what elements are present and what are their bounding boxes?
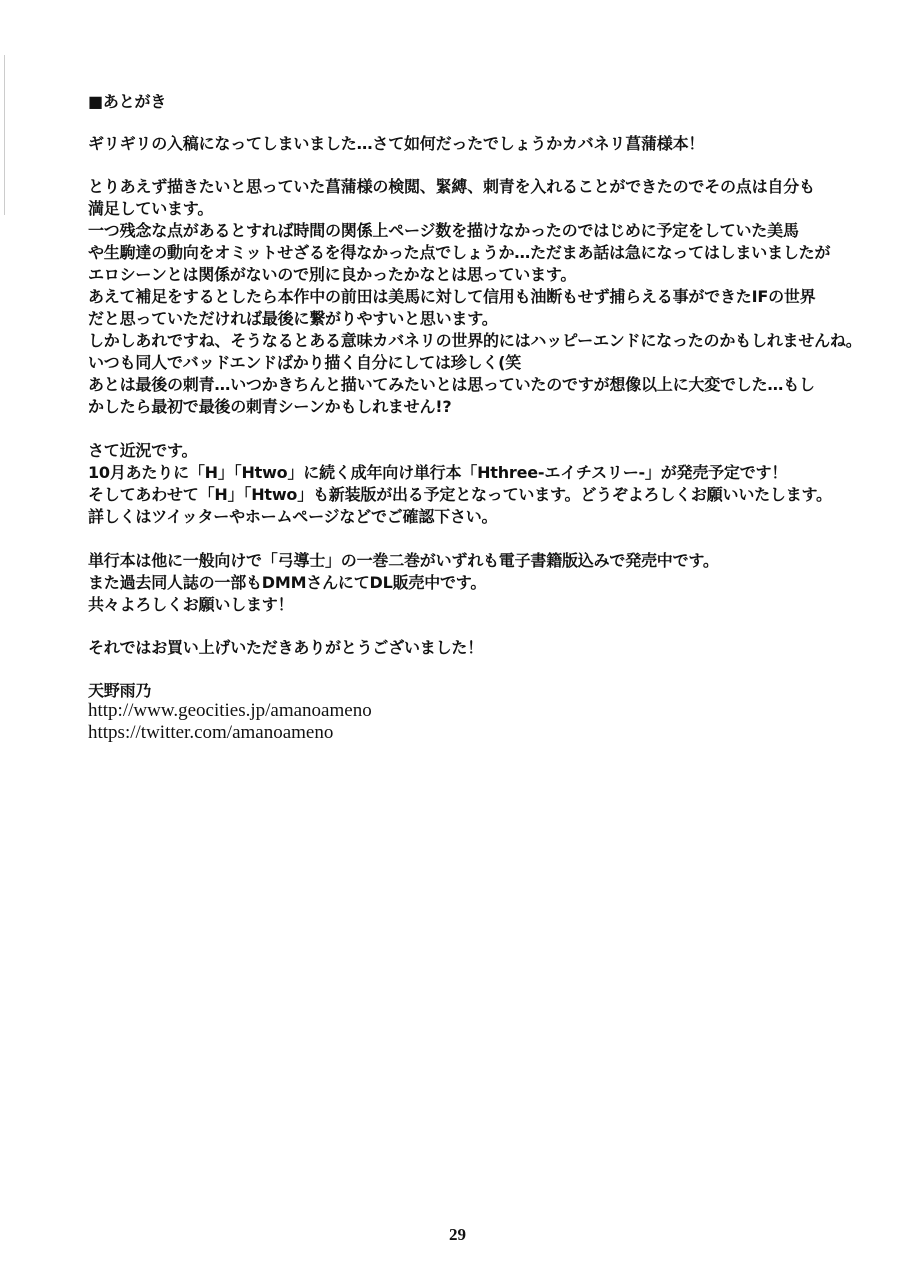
author-link[interactable]: https://twitter.com/amanoameno xyxy=(88,722,334,743)
author-name: 天野雨乃 xyxy=(88,681,152,700)
text-line: だと思っていただければ最後に繋がりやすいと思います。 xyxy=(88,309,498,328)
text-line: 単行本は他に一般向けで「弓導士」の一巻二巻がいずれも電子書籍版込みで発売中です。 xyxy=(88,551,719,570)
text-line: それではお買い上げいただきありがとうございました！ xyxy=(88,638,484,657)
text-line: いつも同人でバッドエンドばかり描く自分にしては珍しく(笑 xyxy=(88,353,522,372)
text-line: エロシーンとは関係がないので別に良かったかなとは思っています。 xyxy=(88,265,577,284)
text-line: かしたら最初で最後の刺青シーンかもしれません!? xyxy=(88,397,452,416)
text-line: さて近況です。 xyxy=(88,441,198,460)
text-line: ギリギリの入稿になってしまいました…さて如何だったでしょうかカバネリ菖蒲様本！ xyxy=(88,134,705,153)
text-line: とりあえず描きたいと思っていた菖蒲様の検閲、緊縛、刺青を入れることができたのでその点は自分も xyxy=(88,177,815,196)
text-line: 詳しくはツイッターやホームページなどでご確認下さい。 xyxy=(88,507,498,526)
text-line: また過去同人誌の一部もDMMさんにてDL販売中です。 xyxy=(88,573,487,592)
author-link[interactable]: http://www.geocities.jp/amanoameno xyxy=(88,700,372,721)
text-line: あえて補足をするとしたら本作中の前田は美馬に対して信用も油断もせず捕らえる事ができたIFの世界 xyxy=(88,287,816,306)
text-line: そしてあわせて「H」「Htwo」も新装版が出る予定となっています。どうぞよろしくお願いいたします。 xyxy=(88,485,832,504)
text-line: 10月あたりに「H」「Htwo」に続く成年向け単行本「Hthree-エイチスリー-」が発売予定です！ xyxy=(88,463,788,482)
text-line: あとは最後の刺青…いつかきちんと描いてみたいとは思っていたのですが想像以上に大変でした…もし xyxy=(88,375,815,394)
text-line: しかしあれですね、そうなるとある意味カバネリの世界的にはハッピーエンドになったのかもしれませんね。 xyxy=(88,331,862,350)
text-line: 一つ残念な点があるとすれば時間の関係上ページ数を描けなかったのではじめに予定をしていた美馬 xyxy=(88,221,799,240)
text-line: や生駒達の動向をオミットせざるを得なかった点でしょうか…ただまあ話は急になってはしまいましたが xyxy=(88,243,831,262)
afterword-heading: ■あとがき xyxy=(88,92,167,111)
scan-edge-line xyxy=(4,55,5,215)
text-line: 満足しています。 xyxy=(88,199,214,218)
page-number: 29 xyxy=(449,1225,466,1244)
text-line: 共々よろしくお願いします！ xyxy=(88,595,294,614)
